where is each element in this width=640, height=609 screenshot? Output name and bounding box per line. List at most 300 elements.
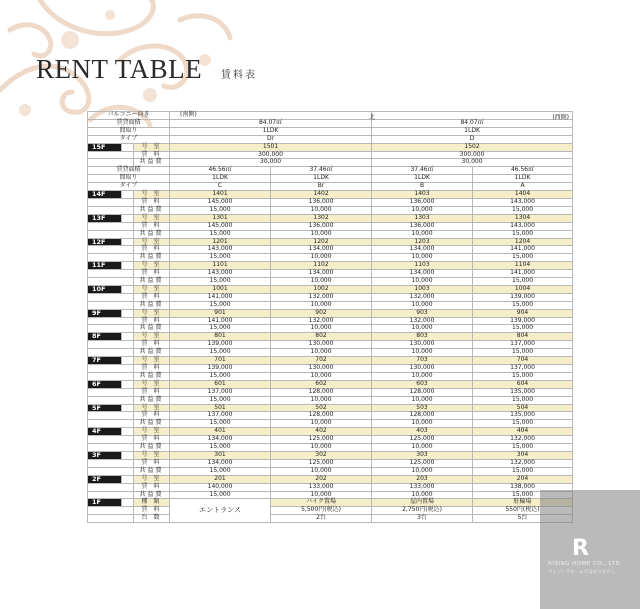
rent-value: 139,000 — [170, 365, 271, 373]
spacer — [122, 191, 134, 199]
area-a: 84.07㎡ — [170, 119, 372, 127]
spacer — [122, 357, 134, 365]
room-number: 401 — [170, 428, 271, 436]
rent-value: 137,000 — [473, 365, 573, 373]
type-a: Dr — [170, 135, 372, 143]
layout-b: 1LDK — [372, 127, 573, 135]
rent-value: 125,000 — [372, 436, 473, 444]
floor-15-room-row — [88, 143, 573, 151]
fee-value: 15,000 — [170, 230, 271, 238]
area-label: 賃貸面積 — [88, 167, 170, 175]
room-number: 502 — [271, 404, 372, 412]
spacer — [88, 230, 134, 238]
balcony-mid: 北 — [369, 114, 376, 122]
layout-value: 1LDK — [170, 175, 271, 183]
rent-value: 136,000 — [271, 198, 372, 206]
rent-value: 143,000 — [473, 198, 573, 206]
rent-value: 145,000 — [170, 222, 271, 230]
floor-label: 9F — [88, 309, 122, 317]
room-number: 1002 — [271, 285, 372, 293]
spacer — [122, 499, 134, 507]
rent-label: 賃 料 — [134, 388, 170, 396]
rent-label: 賃 料 — [134, 270, 170, 278]
fee-value: 10,000 — [372, 372, 473, 380]
logo-tagline: ライジングホームではありません — [548, 570, 616, 575]
rent-value: 137,000 — [170, 388, 271, 396]
spacer — [88, 151, 134, 159]
rent-value: 132,000 — [473, 436, 573, 444]
rent-value: 136,000 — [372, 222, 473, 230]
room-label: 号 室 — [134, 428, 170, 436]
room-number: 304 — [473, 451, 573, 459]
floor-label: 12F — [88, 238, 122, 246]
room-label: 号 室 — [134, 451, 170, 459]
fee-value: 15,000 — [473, 444, 573, 452]
rent-label: 賃 料 — [134, 341, 170, 349]
layout-label: 間取り — [88, 127, 170, 135]
floor-label: 1F — [88, 499, 122, 507]
fee-value: 10,000 — [372, 420, 473, 428]
area-value: 37.46㎡ — [372, 167, 473, 175]
type-label: タイプ — [88, 135, 170, 143]
fee-value: 15,000 — [473, 467, 573, 475]
rent-value: 133,000 — [372, 483, 473, 491]
balcony-left: (南側) — [170, 112, 372, 120]
parking-count: 2台 — [271, 515, 372, 523]
floor-label: 8F — [88, 333, 122, 341]
room-number: 1202 — [271, 238, 372, 246]
spacer — [88, 198, 134, 206]
rent-value: 136,000 — [271, 222, 372, 230]
rent-value: 132,000 — [271, 293, 372, 301]
room-number: 1403 — [372, 191, 473, 199]
spacer — [122, 238, 134, 246]
spacer — [88, 483, 134, 491]
room-number: 303 — [372, 451, 473, 459]
fee-value: 10,000 — [271, 230, 372, 238]
spacer — [88, 459, 134, 467]
fee-value: 15,000 — [170, 444, 271, 452]
room-number: 1501 — [170, 143, 372, 151]
fee-value: 15,000 — [473, 491, 573, 499]
room-number: 704 — [473, 357, 573, 365]
parking-rent: 2,750円(税込) — [372, 507, 473, 515]
fee-value: 15,000 — [473, 325, 573, 333]
spacer — [88, 515, 134, 523]
room-number: 601 — [170, 380, 271, 388]
rent-value: 139,000 — [473, 317, 573, 325]
logo-company-name: RISING HOME CO., LTD. — [548, 561, 623, 567]
rent-table — [87, 111, 573, 523]
rent-label: 賃 料 — [134, 198, 170, 206]
fee-value: 10,000 — [372, 396, 473, 404]
room-number: 203 — [372, 475, 473, 483]
spacer — [88, 388, 134, 396]
area-row — [88, 167, 573, 175]
fee-value: 15,000 — [170, 278, 271, 286]
fee-value: 10,000 — [271, 444, 372, 452]
count-label: 台 数 — [134, 515, 170, 523]
floor-label: 3F — [88, 451, 122, 459]
floor-rent-row — [88, 388, 573, 396]
fee-value: 15,000 — [473, 254, 573, 262]
floor-label: 4F — [88, 428, 122, 436]
area-row-top — [88, 119, 573, 127]
floor-rent-row — [88, 483, 573, 491]
fee-label: 共益費 — [134, 396, 170, 404]
room-number: 503 — [372, 404, 473, 412]
room-number: 1201 — [170, 238, 271, 246]
fee-value: 15,000 — [473, 396, 573, 404]
fee-label: 共益費 — [134, 444, 170, 452]
room-number: 1204 — [473, 238, 573, 246]
room-number: 604 — [473, 380, 573, 388]
room-number: 504 — [473, 404, 573, 412]
rent-value: 128,000 — [372, 388, 473, 396]
parking-rent: 5,500円(税込) — [271, 507, 372, 515]
floor-1-count-row — [88, 515, 573, 523]
fee-label: 共益費 — [134, 349, 170, 357]
area-b: 84.07㎡ — [372, 119, 573, 127]
room-number: 903 — [372, 309, 473, 317]
rent-value: 133,000 — [271, 483, 372, 491]
rent-value: 134,000 — [372, 246, 473, 254]
spacer — [88, 317, 134, 325]
rent-value: 128,000 — [271, 388, 372, 396]
spacer — [88, 365, 134, 373]
rent-label: 賃 料 — [134, 151, 170, 159]
rent-label: 賃 料 — [134, 412, 170, 420]
room-number: 804 — [473, 333, 573, 341]
type-value: C — [170, 183, 271, 191]
rent-value: 141,000 — [473, 246, 573, 254]
fee-value: 15,000 — [170, 420, 271, 428]
rent-value: 132,000 — [473, 459, 573, 467]
room-number: 902 — [271, 309, 372, 317]
room-number: 1304 — [473, 214, 573, 222]
area-value: 46.56㎡ — [473, 167, 573, 175]
floor-label: 7F — [88, 357, 122, 365]
fee-value: 10,000 — [372, 491, 473, 499]
room-number: 1001 — [170, 285, 271, 293]
room-label: 号 室 — [134, 214, 170, 222]
room-number: 1101 — [170, 262, 271, 270]
rent-value: 141,000 — [170, 293, 271, 301]
rent-value: 135,000 — [473, 388, 573, 396]
room-number: 1401 — [170, 191, 271, 199]
fee-value: 10,000 — [271, 206, 372, 214]
room-number: 1502 — [372, 143, 573, 151]
fee-label: 共益費 — [134, 491, 170, 499]
spacer — [88, 396, 134, 404]
layout-value: 1LDK — [271, 175, 372, 183]
room-number: 1203 — [372, 238, 473, 246]
floor-label: 14F — [88, 191, 122, 199]
page-subtitle: 賃料表 — [221, 70, 257, 81]
rent-value: 134,000 — [271, 246, 372, 254]
rent-label: 賃 料 — [134, 246, 170, 254]
fee-label: 共益費 — [134, 159, 170, 167]
room-number: 201 — [170, 475, 271, 483]
fee-value: 10,000 — [271, 349, 372, 357]
spacer — [122, 333, 134, 341]
floor-room-row — [88, 214, 573, 222]
floor-label: 5F — [88, 404, 122, 412]
parking-kind: 駐輪場 — [473, 499, 573, 507]
fee-label: 共益費 — [134, 278, 170, 286]
floor-label: 6F — [88, 380, 122, 388]
rent-value: 128,000 — [271, 412, 372, 420]
rent-value: 130,000 — [372, 365, 473, 373]
fee-value: 10,000 — [372, 444, 473, 452]
rent-value: 137,000 — [170, 412, 271, 420]
spacer — [122, 475, 134, 483]
room-label: 号 室 — [134, 333, 170, 341]
rent-label: 賃 料 — [134, 459, 170, 467]
rent-label: 賃 料 — [134, 317, 170, 325]
fee-label: 共益費 — [134, 206, 170, 214]
rent-label: 賃 料 — [134, 365, 170, 373]
fee-value: 15,000 — [170, 467, 271, 475]
spacer — [122, 143, 134, 151]
fee-value: 15,000 — [473, 206, 573, 214]
fee-value: 10,000 — [372, 467, 473, 475]
layout-value: 1LDK — [372, 175, 473, 183]
room-number: 402 — [271, 428, 372, 436]
type-value: Br — [271, 183, 372, 191]
floor-fee-row — [88, 467, 573, 475]
rent-value: 130,000 — [271, 365, 372, 373]
room-number: 404 — [473, 428, 573, 436]
entrance-cell: エントランス — [170, 499, 271, 523]
room-label: 号 室 — [134, 380, 170, 388]
fee-label: 共益費 — [134, 230, 170, 238]
fee-value: 15,000 — [473, 278, 573, 286]
floor-label: 13F — [88, 214, 122, 222]
room-number: 603 — [372, 380, 473, 388]
room-number: 701 — [170, 357, 271, 365]
rent-value: 130,000 — [271, 341, 372, 349]
fee-label: 共益費 — [134, 420, 170, 428]
balcony-row — [88, 112, 573, 120]
fee-value: 10,000 — [271, 325, 372, 333]
spacer — [88, 467, 134, 475]
room-number: 602 — [271, 380, 372, 388]
fee-value: 10,000 — [271, 278, 372, 286]
rent-value: 143,000 — [170, 246, 271, 254]
type-value: A — [473, 183, 573, 191]
rent-value: 139,000 — [473, 293, 573, 301]
rent-label: 賃 料 — [134, 293, 170, 301]
kind-label: 種 類 — [134, 499, 170, 507]
balcony-label: バルコニー向き — [88, 112, 170, 120]
room-number: 1301 — [170, 214, 271, 222]
room-number: 1402 — [271, 191, 372, 199]
floor-fee-row — [88, 396, 573, 404]
spacer — [122, 285, 134, 293]
room-number: 901 — [170, 309, 271, 317]
fee-label: 共益費 — [134, 301, 170, 309]
room-label: 号 室 — [134, 309, 170, 317]
page-title: RENT TABLE — [36, 54, 203, 84]
spacer — [88, 301, 134, 309]
company-logo-overlay — [540, 490, 640, 609]
rent-value: 134,000 — [271, 270, 372, 278]
spacer — [88, 436, 134, 444]
rent-value: 136,000 — [372, 198, 473, 206]
rent-value: 139,000 — [170, 341, 271, 349]
rent-value: 134,000 — [372, 270, 473, 278]
rent-value: 143,000 — [473, 222, 573, 230]
room-number: 1104 — [473, 262, 573, 270]
parking-kind: 屋内置場 — [372, 499, 473, 507]
fee-value: 15,000 — [473, 301, 573, 309]
parking-count: 5台 — [473, 515, 573, 523]
rent-value: 132,000 — [372, 317, 473, 325]
floor-label: 15F — [88, 143, 122, 151]
rent-value: 300,000 — [372, 151, 573, 159]
rent-value: 140,000 — [170, 483, 271, 491]
fee-value: 15,000 — [170, 301, 271, 309]
rent-value: 300,000 — [170, 151, 372, 159]
rent-label: 賃 料 — [134, 483, 170, 491]
room-number: 801 — [170, 333, 271, 341]
rent-label: 賃 料 — [134, 436, 170, 444]
rent-value: 128,000 — [372, 412, 473, 420]
fee-value: 10,000 — [271, 372, 372, 380]
fee-value: 10,000 — [372, 278, 473, 286]
room-label: 号 室 — [134, 238, 170, 246]
room-label: 号 室 — [134, 262, 170, 270]
rent-value: 138,000 — [473, 483, 573, 491]
fee-value: 15,000 — [170, 325, 271, 333]
fee-value: 15,000 — [473, 420, 573, 428]
area-label: 賃貸面積 — [88, 119, 170, 127]
spacer — [88, 341, 134, 349]
room-label: 号 室 — [134, 404, 170, 412]
fee-value: 15,000 — [170, 396, 271, 404]
spacer — [122, 380, 134, 388]
type-b: D — [372, 135, 573, 143]
fee-value: 10,000 — [372, 230, 473, 238]
fee-value: 10,000 — [372, 254, 473, 262]
fee-value: 15,000 — [170, 254, 271, 262]
spacer — [88, 270, 134, 278]
room-label: 号 室 — [134, 357, 170, 365]
room-number: 1303 — [372, 214, 473, 222]
room-number: 302 — [271, 451, 372, 459]
fee-value: 15,000 — [170, 372, 271, 380]
floor-room-row — [88, 309, 573, 317]
room-label: 号 室 — [134, 143, 170, 151]
layout-a: 1LDK — [170, 127, 372, 135]
fee-value: 10,000 — [271, 396, 372, 404]
rent-value: 137,000 — [473, 341, 573, 349]
room-number: 703 — [372, 357, 473, 365]
room-number: 1102 — [271, 262, 372, 270]
fee-value: 15,000 — [170, 206, 271, 214]
rent-value: 141,000 — [473, 270, 573, 278]
spacer — [122, 262, 134, 270]
layout-row-top — [88, 127, 573, 135]
rent-value: 125,000 — [271, 459, 372, 467]
rent-table-container — [87, 111, 572, 523]
fee-value: 10,000 — [372, 206, 473, 214]
fee-value: 30,000 — [372, 159, 573, 167]
room-label: 号 室 — [134, 285, 170, 293]
fee-value: 15,000 — [473, 372, 573, 380]
floor-label: 11F — [88, 262, 122, 270]
spacer — [88, 412, 134, 420]
type-value: B — [372, 183, 473, 191]
room-number: 1302 — [271, 214, 372, 222]
rent-value: 134,000 — [170, 459, 271, 467]
floor-room-row — [88, 475, 573, 483]
floor-fee-row — [88, 301, 573, 309]
logo-mark: R — [572, 536, 589, 561]
fee-label: 共益費 — [134, 325, 170, 333]
room-number: 904 — [473, 309, 573, 317]
spacer — [122, 404, 134, 412]
fee-label: 共益費 — [134, 467, 170, 475]
parking-kind: バイク置場 — [271, 499, 372, 507]
rent-value: 130,000 — [372, 341, 473, 349]
room-number: 204 — [473, 475, 573, 483]
rent-value: 135,000 — [473, 412, 573, 420]
fee-value: 10,000 — [372, 325, 473, 333]
room-label: 号 室 — [134, 475, 170, 483]
fee-label: 共益費 — [134, 372, 170, 380]
floor-rent-row — [88, 222, 573, 230]
room-number: 301 — [170, 451, 271, 459]
fee-value: 15,000 — [473, 349, 573, 357]
layout-label: 間取り — [88, 175, 170, 183]
room-number: 202 — [271, 475, 372, 483]
spacer — [88, 293, 134, 301]
layout-row — [88, 175, 573, 183]
fee-label: 共益費 — [134, 254, 170, 262]
area-value: 37.46㎡ — [271, 167, 372, 175]
rent-value: 132,000 — [271, 317, 372, 325]
rent-value: 134,000 — [170, 436, 271, 444]
spacer — [88, 246, 134, 254]
fee-value: 10,000 — [271, 254, 372, 262]
spacer — [122, 428, 134, 436]
spacer — [88, 507, 134, 515]
rent-value: 145,000 — [170, 198, 271, 206]
rent-value: 132,000 — [372, 293, 473, 301]
room-number: 501 — [170, 404, 271, 412]
layout-value: 1LDK — [473, 175, 573, 183]
rent-label: 賃 料 — [134, 222, 170, 230]
spacer — [88, 222, 134, 230]
fee-value: 15,000 — [170, 491, 271, 499]
floor-label: 10F — [88, 285, 122, 293]
parking-rent: 550円(税込) — [473, 507, 573, 515]
fee-value: 10,000 — [271, 467, 372, 475]
rent-value: 143,000 — [170, 270, 271, 278]
fee-value: 10,000 — [271, 420, 372, 428]
spacer — [122, 214, 134, 222]
floor-fee-row — [88, 230, 573, 238]
room-number: 702 — [271, 357, 372, 365]
room-number: 803 — [372, 333, 473, 341]
fee-value: 10,000 — [271, 301, 372, 309]
balcony-right: (西側) — [552, 114, 570, 122]
spacer — [122, 451, 134, 459]
room-number: 1003 — [372, 285, 473, 293]
parking-count: 3台 — [372, 515, 473, 523]
